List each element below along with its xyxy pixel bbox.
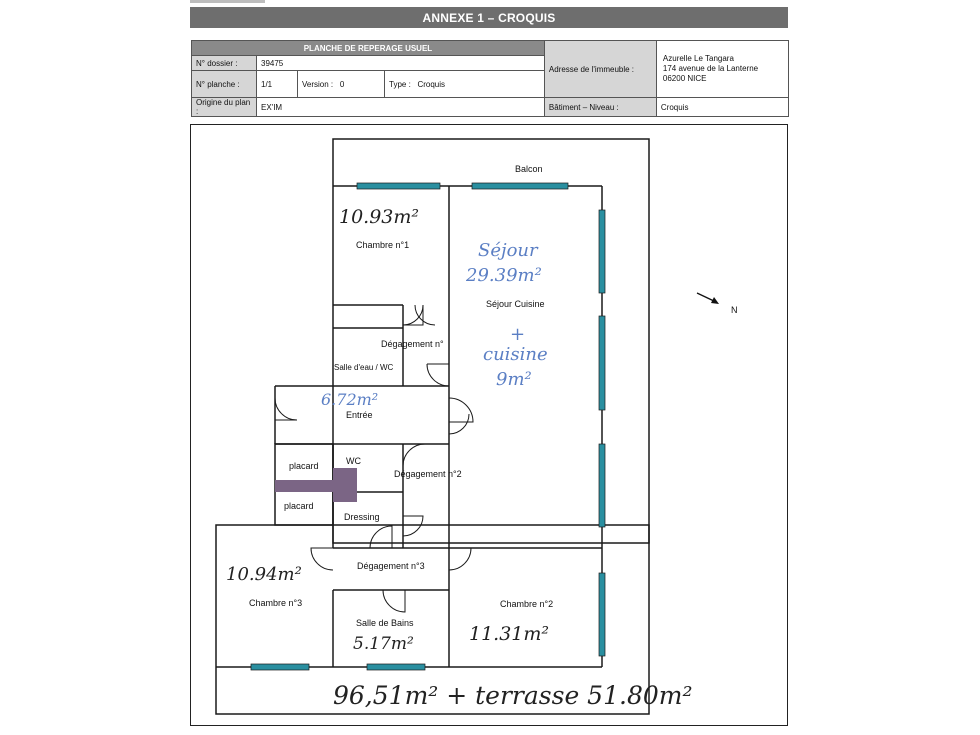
label-salle-eau: Salle d'eau / WC	[334, 363, 394, 372]
door-entree	[275, 398, 297, 420]
window-sejour-east-1	[599, 210, 605, 293]
origine-label: Origine du plan :	[192, 98, 257, 117]
planche-value: 1/1	[257, 71, 298, 98]
note-cuisine-area: 9m²	[496, 369, 532, 390]
origine-value: EX'IM	[257, 98, 545, 117]
batiment-label: Bâtiment – Niveau :	[544, 98, 656, 117]
version-label: Version :	[302, 79, 334, 89]
note-plus: +	[510, 324, 526, 345]
label-chambre1: Chambre n°1	[356, 240, 410, 250]
compass-n-label: N	[731, 305, 738, 315]
type-value: Croquis	[417, 79, 446, 89]
version-value: 0	[339, 79, 345, 89]
window-sejour-north	[472, 183, 568, 189]
window-ch1	[357, 183, 440, 189]
dossier-label: N° dossier :	[192, 56, 257, 71]
label-chambre3: Chambre n°3	[249, 598, 303, 608]
door-bains	[383, 590, 405, 612]
label-placard2: placard	[284, 501, 314, 511]
door-salle-eau	[427, 364, 449, 386]
label-dressing: Dressing	[344, 512, 380, 522]
label-sejour: Séjour Cuisine	[486, 299, 545, 309]
door-dressing	[403, 516, 423, 536]
room-labels	[249, 164, 553, 628]
note-ch2-area: 11.31m²	[469, 623, 550, 645]
door-ch3	[311, 548, 333, 570]
section-title: PLANCHE DE REPERAGE USUEL	[192, 41, 545, 56]
note-bains-area: 5.17m²	[353, 634, 414, 654]
window-ch2	[599, 573, 605, 656]
windows	[251, 183, 605, 670]
page-title: ANNEXE 1 – CROQUIS	[190, 7, 788, 28]
technical-shaft	[333, 468, 357, 502]
type-label: Type :	[389, 79, 411, 89]
label-chambre2: Chambre n°2	[500, 599, 554, 609]
label-degagement2: Dégagement n°2	[394, 469, 462, 479]
batiment-value: Croquis	[656, 98, 788, 117]
adresse-line1: Azurelle Le Tangara	[662, 54, 734, 63]
label-wc: WC	[346, 456, 361, 466]
window-sejour-east-3	[599, 444, 605, 527]
label-placard1: placard	[289, 461, 319, 471]
door-sejour-a	[449, 398, 473, 422]
label-degagement3: Dégagement n°3	[357, 561, 425, 571]
label-balcon: Balcon	[515, 164, 543, 174]
note-ch1-area: 10.93m²	[339, 206, 420, 228]
note-entree-area: 6.72m²	[321, 390, 379, 409]
label-entree: Entrée	[346, 410, 373, 420]
walls	[216, 139, 649, 714]
door-ch2	[449, 548, 471, 570]
planche-label: N° planche :	[192, 71, 257, 98]
note-total: 96,51m² + terrasse 51.80m²	[333, 681, 693, 710]
dossier-value: 39475	[257, 56, 545, 71]
note-sejour-area: 29.39m²	[466, 265, 542, 286]
window-ch3	[251, 664, 309, 670]
label-salle-bains: Salle de Bains	[356, 618, 414, 628]
adresse-line2: 174 avenue de la Lanterne	[662, 64, 759, 73]
note-sejour-title: Séjour	[478, 240, 538, 261]
label-degagement1: Dégagement n°	[381, 339, 444, 349]
door-sejour-b	[449, 414, 469, 434]
door-degagement3	[370, 526, 392, 548]
handwritten-annotations	[226, 206, 693, 710]
door-degagement2	[403, 444, 425, 466]
window-sejour-east-2	[599, 316, 605, 410]
door-ch1	[415, 305, 435, 325]
compass	[697, 293, 738, 315]
note-cuisine: cuisine	[483, 344, 548, 365]
adresse-label: Adresse de l'immeuble :	[544, 41, 656, 98]
window-bains	[367, 664, 425, 670]
note-ch3-area: 10.94m²	[226, 564, 302, 585]
door-degagement1	[403, 305, 423, 325]
placard-shelf	[275, 480, 333, 492]
adresse-line3: 06200 NICE	[662, 74, 707, 83]
